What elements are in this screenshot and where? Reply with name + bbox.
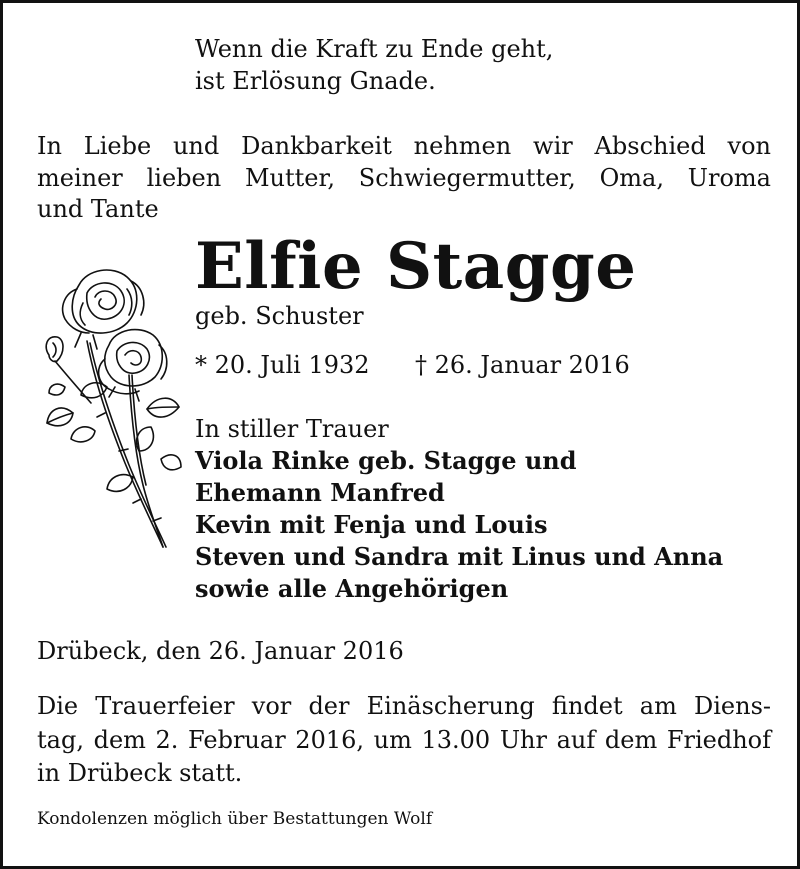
place-date: Drübeck, den 26. Januar 2016	[37, 637, 404, 665]
mourner-line: Steven und Sandra mit Linus und Anna	[195, 542, 724, 571]
mourner-line: sowie alle Angehörigen	[195, 574, 509, 603]
motto-line-2: ist Erlösung Gnade.	[195, 67, 436, 95]
intro-line-3: und Tante	[37, 195, 159, 223]
motto-line-1: Wenn die Kraft zu Ende geht,	[195, 35, 554, 63]
condolences-note: Kondolenzen möglich über Bestattungen Wolf	[37, 809, 433, 829]
service-line-1: Die Trauerfeier vor der Einäscherung findet am Diens-	[37, 692, 771, 720]
mourner-line: Kevin mit Fenja und Louis	[195, 510, 548, 539]
maiden-name: geb. Schuster	[195, 302, 364, 330]
service-line-2: tag, dem 2. Februar 2016, um 13.00 Uhr auf dem Friedhof	[37, 726, 771, 754]
death-date: † 26. Januar 2016	[415, 351, 630, 379]
mourner-line: Viola Rinke geb. Stagge und	[195, 446, 577, 475]
intro-line-1: In Liebe und Dankbarkeit nehmen wir Abschied von	[37, 132, 771, 160]
deceased-name: Elfie Stagge	[195, 229, 637, 304]
mourning-heading: In stiller Trauer	[195, 415, 389, 443]
intro-line-2: meiner lieben Mutter, Schwiegermutter, Oma, Uroma	[37, 164, 771, 192]
birth-date: * 20. Juli 1932	[195, 351, 370, 379]
rose-illustration	[35, 263, 183, 553]
mourner-line: Ehemann Manfred	[195, 478, 445, 507]
service-line-3: in Drübeck statt.	[37, 759, 243, 787]
